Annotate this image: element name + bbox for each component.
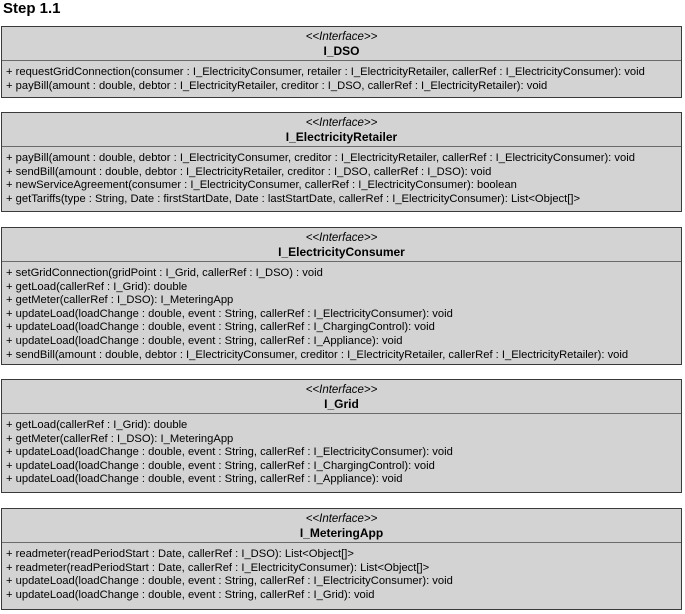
stereotype-label: <<Interface>> [305,31,378,43]
operation: + payBill(amount : double, debtor : I_ElectricityConsumer, creditor : I_ElectricityRetailer, callerRef : I_ElectricityConsumer): void [6,152,635,164]
interface-header [2,27,681,61]
operation: + requestGridConnection(consumer : I_ElectricityConsumer, retailer : I_ElectricityRetailer, callerRef : I_ElectricityConsumer): void [6,66,645,78]
interface-box-i-meteringapp[interactable] [1,508,682,610]
operation: + updateLoad(loadChange : double, event : String, callerRef : I_ElectricityConsumer): void [6,446,453,459]
step-title: Step 1.1 [3,0,61,17]
operation: + setGridConnection(gridPoint : I_Grid, callerRef : I_DSO) : void [6,267,323,279]
interface-header [2,509,681,543]
operation: + updateLoad(loadChange : double, event : String, callerRef : I_ElectricityConsumer): void [6,307,453,320]
stereotype-label: <<Interface>> [305,232,378,244]
operations-list [2,414,681,489]
operation: + updateLoad(loadChange : double, event : String, callerRef : I_ElectricityConsumer): void [6,575,453,588]
stereotype-label: <<Interface>> [305,117,378,129]
operation: + payBill(amount : double, debtor : I_ElectricityRetailer, creditor : I_DSO, callerRef : I_ElectricityRetailer): void [6,79,548,92]
operation: + updateLoad(loadChange : double, event : String, callerRef : I_ChargingControl): void [6,459,435,472]
operation: + getTariffs(type : String, Date : firstStartDate, Date : lastStartDate, callerRef : I_ElectricityConsumer): List<Object[]> [6,192,580,205]
interface-header [2,380,681,414]
interface-name: I_ElectricityRetailer [285,130,398,144]
operation: + readmeter(readPeriodStart : Date, callerRef : I_DSO): List<Object[]> [6,548,354,560]
interface-header [2,113,681,147]
interface-box-i-grid[interactable] [1,379,682,493]
interface-box-i-electricityretailer[interactable] [1,112,682,212]
operation: + updateLoad(loadChange : double, event : String, callerRef : I_ChargingControl): void [6,321,435,334]
stereotype-label: <<Interface>> [305,513,378,525]
operation: + getLoad(callerRef : I_Grid): double [6,419,188,431]
interface-header [2,228,681,262]
operation: + newServiceAgreement(consumer : I_ElectricityConsumer, callerRef : I_ElectricityConsumer): boolean [6,179,517,192]
interface-name: I_DSO [323,44,360,58]
operation: + getLoad(callerRef : I_Grid): double [6,280,188,293]
interface-box-i-electricityconsumer[interactable] [1,227,682,365]
interface-name: I_ElectricityConsumer [278,245,405,259]
operation: + updateLoad(loadChange : double, event : String, callerRef : I_Grid): void [6,588,375,601]
operation: + updateLoad(loadChange : double, event : String, callerRef : I_Appliance): void [6,334,403,347]
operation: + sendBill(amount : double, debtor : I_ElectricityRetailer, creditor : I_DSO, callerRef : I_DSO): void [6,165,492,178]
operations-list [2,147,681,208]
stereotype-label: <<Interface>> [305,384,378,396]
operation: + getMeter(callerRef : I_DSO): I_MeteringApp [6,432,234,445]
interface-name: I_Grid [324,397,359,411]
operation: + updateLoad(loadChange : double, event : String, callerRef : I_Appliance): void [6,473,403,486]
operations-list [2,543,681,604]
interface-name: I_MeteringApp [299,526,384,540]
interface-box-i-dso[interactable] [1,26,682,98]
operations-list [2,262,681,364]
operation: + getMeter(callerRef : I_DSO): I_MeteringApp [6,294,234,307]
operation: + sendBill(amount : double, debtor : I_ElectricityConsumer, creditor : I_ElectricityRetailer, callerRef : I_ElectricityRetailer): void [6,348,629,361]
operation: + readmeter(readPeriodStart : Date, callerRef : I_ElectricityConsumer): List<Object[]> [6,561,430,574]
operations-list [2,61,681,95]
